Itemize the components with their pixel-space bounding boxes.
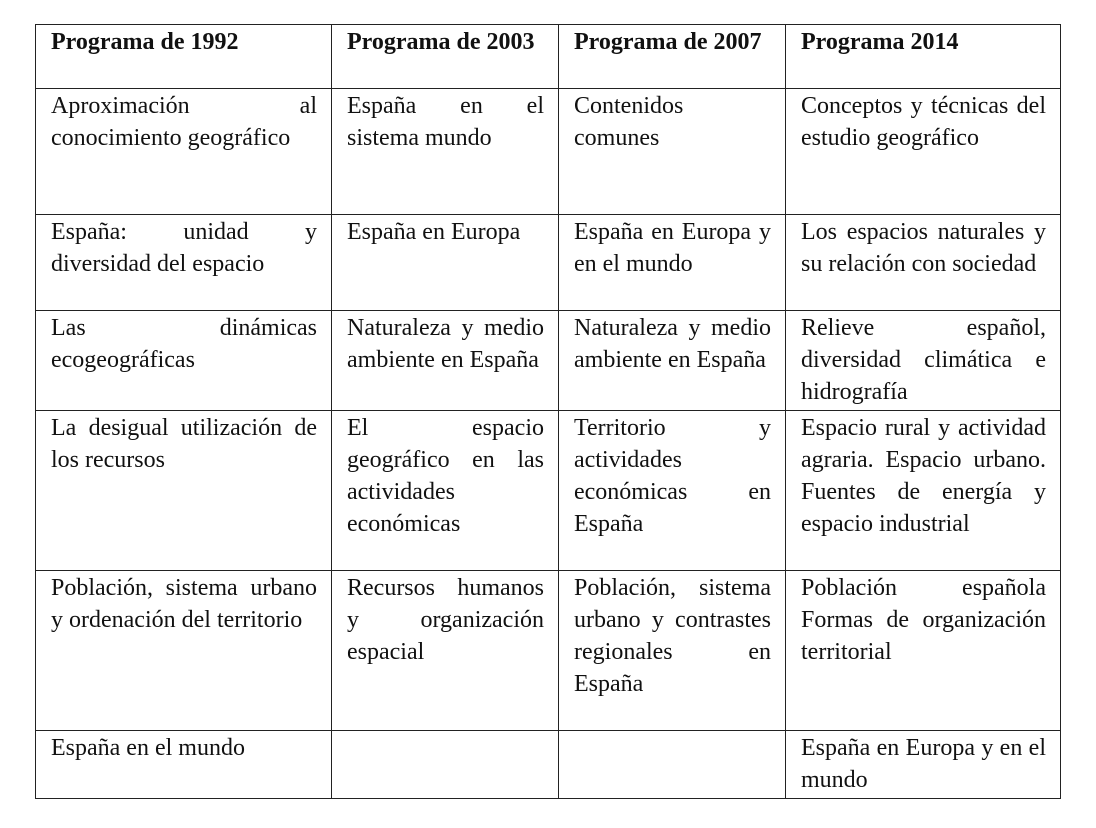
header-cell-2003: Programa de 2003 [332, 25, 559, 89]
table-cell: España en Europa y en el mundo [559, 215, 786, 311]
table-cell: Contenidos comunes [559, 89, 786, 215]
table-cell: España: unidad y diversidad del espacio [36, 215, 332, 311]
table-row [36, 89, 1061, 215]
header-cell-2014: Programa 2014 [786, 25, 1061, 89]
table-cell: España en el sistema mundo [332, 89, 559, 215]
table-cell: Población, sistema urbano y ordenación del territorio [36, 571, 332, 731]
table-cell: El espacio geográfico en las actividades económicas [332, 411, 559, 571]
header-cell-1992: Programa de 1992 [36, 25, 332, 89]
table-cell: Recursos humanos y organización espacial [332, 571, 559, 731]
table-cell: Naturaleza y medio ambiente en España [332, 311, 559, 411]
table-row [36, 215, 1061, 311]
table-cell: Aproximación al conocimiento geográfico [36, 89, 332, 215]
table-row [36, 311, 1061, 411]
table-cell: España en el mundo [36, 731, 332, 799]
table-cell: Naturaleza y medio ambiente en España [559, 311, 786, 411]
curriculum-comparison-table [35, 24, 1061, 799]
table-row [36, 411, 1061, 571]
table-cell: Espacio rural y actividad agraria. Espacio urbano. Fuentes de energía y espacio industrial [786, 411, 1061, 571]
table-cell: Población española Formas de organización territorial [786, 571, 1061, 731]
header-cell-2007: Programa de 2007 [559, 25, 786, 89]
table-cell: La desigual utilización de los recursos [36, 411, 332, 571]
table-cell: España en Europa y en el mundo [786, 731, 1061, 799]
table-row [36, 571, 1061, 731]
table-cell: Relieve español, diversidad climática e hidrografía [786, 311, 1061, 411]
table-cell: Territorio y actividades económicas en España [559, 411, 786, 571]
header-row [36, 25, 1061, 89]
table-cell: España en Europa [332, 215, 559, 311]
table-cell: Las dinámicas ecogeográficas [36, 311, 332, 411]
table-cell: Conceptos y técnicas del estudio geográfico [786, 89, 1061, 215]
table-cell [332, 731, 559, 799]
table-cell [559, 731, 786, 799]
curriculum-comparison-table-wrapper [35, 24, 1060, 799]
table-cell: Población, sistema urbano y contrastes regionales en España [559, 571, 786, 731]
table-row [36, 731, 1061, 799]
table-cell: Los espacios naturales y su relación con sociedad [786, 215, 1061, 311]
